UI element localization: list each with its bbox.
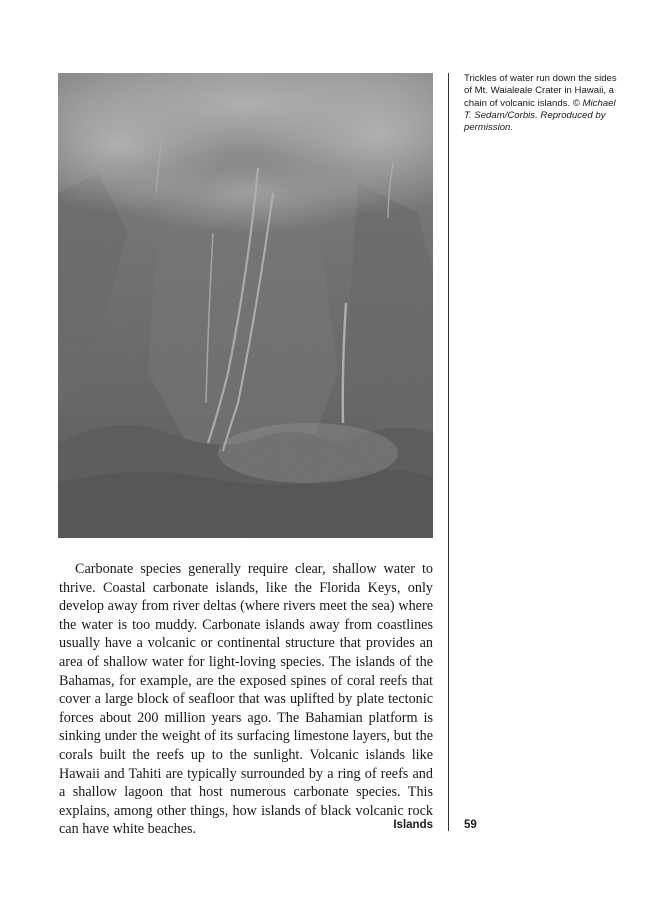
running-footer-section: Islands <box>393 819 433 831</box>
waterfall-cliff-image <box>58 73 433 538</box>
page-number: 59 <box>464 819 477 831</box>
caption-text: Trickles of water run down the sides of Mt. Waialeale Crater in Hawaii, a chain of volcanic islands. <box>464 73 617 109</box>
crater-photo <box>58 73 433 538</box>
photo-caption <box>464 73 624 134</box>
body-paragraph: Carbonate species generally require clear, shallow water to thrive. Coastal carbonate islands, like the Florida Keys, only develop away from river deltas (where rivers meet the sea) where the water is too muddy. Carbonate islands away from coastlines usually have a volcanic or continental structure that provides an area of shallow water for light-loving species. The islands of the Bahamas, for example, are the exposed spines of coral reefs that cover a large block of seafloor that was uplifted by plate tectonic forces about 200 million years ago. The Bahamian platform is sinking under the weight of its surfacing limestone layers, but the corals built the reefs up to the sunlight. Volcanic islands like Hawaii and Tahiti are typically surrounded by a ring of reefs and a shallow lagoon that host numerous carbonate species. This explains, among other things, how islands of black volcanic rock can have white beaches. <box>59 561 433 838</box>
caption-credit: © Michael T. Sedam/Corbis. Reproduced by permission. <box>464 97 616 134</box>
margin-rule <box>448 73 449 831</box>
